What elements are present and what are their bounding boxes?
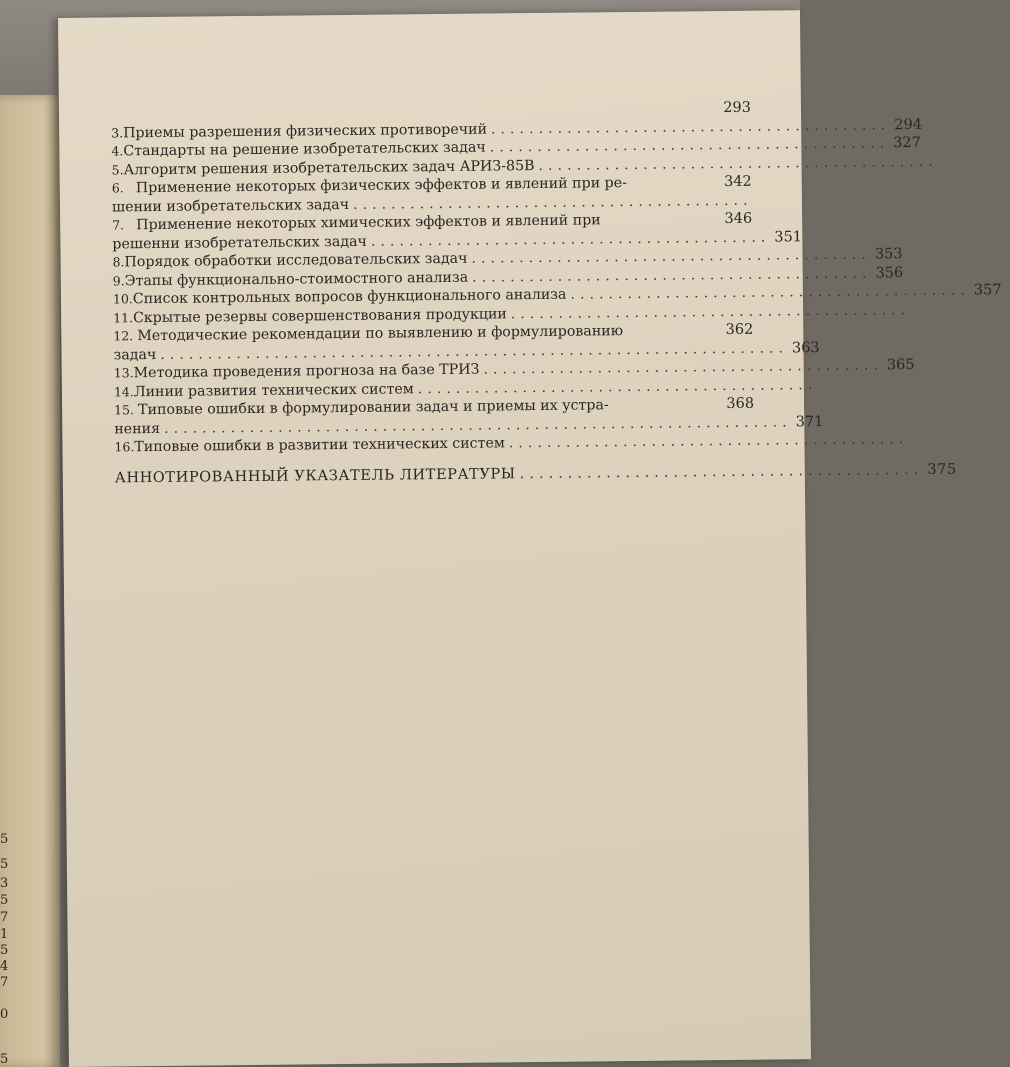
- left-margin-digits: [0, 95, 12, 1067]
- toc-dot-leader: ..........................................: [370, 229, 771, 250]
- toc-entry-number: 9.: [112, 272, 125, 288]
- toc-entry-number: 12.: [113, 328, 134, 344]
- margin-digit: 5: [0, 1052, 9, 1067]
- margin-digit: 1: [0, 927, 9, 942]
- toc-page-number: 375: [927, 461, 957, 478]
- toc-entry-number: 14.: [113, 383, 134, 399]
- toc-dot-leader: ..................................................................: [163, 413, 792, 437]
- left-page: [0, 95, 60, 1067]
- margin-digit: 7: [0, 910, 9, 925]
- toc-dot-leader: ..........................................: [538, 153, 938, 174]
- toc-entry-title: решенни изобретательских задач: [112, 233, 367, 252]
- toc-entry-title: Стандарты на решение изобретательских задач: [123, 139, 486, 160]
- margin-digit: 0: [0, 1007, 9, 1022]
- toc-page-number: 363: [791, 339, 820, 356]
- margin-digit: 7: [0, 975, 9, 990]
- toc-page-number: 294: [894, 116, 923, 133]
- toc-entry-title: Применение некоторых химических эффектов и явлений при: [136, 212, 601, 234]
- toc-page-number: 293: [723, 99, 752, 117]
- toc-page-number: 356: [875, 264, 904, 281]
- toc-entry-number: 8.: [112, 254, 125, 270]
- toc-entry-number: 6.: [111, 180, 124, 196]
- margin-digit: 5: [0, 832, 9, 847]
- margin-digit: 5: [0, 857, 9, 872]
- toc-page-number: 342: [723, 173, 752, 191]
- toc-entry-number: 7.: [112, 217, 125, 233]
- toc-entry-title: шении изобретательских задач: [111, 196, 350, 215]
- toc-page-number: 357: [973, 282, 1002, 299]
- toc-dot-leader: ..........................................: [489, 135, 890, 156]
- margin-digit: 3: [0, 876, 9, 891]
- toc-entry-number: 11.: [113, 309, 134, 325]
- toc-entry-title: Список контрольных вопросов функционального анализа: [132, 286, 567, 308]
- margin-digit: 5: [0, 943, 9, 958]
- toc-page-number: 351: [774, 228, 803, 246]
- toc-entry-title: Типовые ошибки в развитии технических систем: [134, 435, 505, 456]
- toc-entry-number: 13.: [113, 365, 134, 381]
- toc-dot-leader: ..........................................: [570, 282, 970, 303]
- toc-dot-leader: ..........................................: [508, 431, 909, 452]
- toc-entry-title: Линии развития технических систем: [133, 380, 414, 400]
- toc-section-title: АННОТИРОВАННЫЙ УКАЗАТЕЛЬ ЛИТЕРАТУРЫ: [114, 465, 516, 486]
- toc-dot-leader: ..........................................: [519, 461, 924, 482]
- toc-entry-title: Порядок обработки исследовательских задач: [124, 250, 468, 271]
- toc-page-number: 346: [724, 210, 753, 228]
- toc-page-number: 353: [874, 246, 903, 263]
- toc-dot-leader: ..........................................: [417, 376, 818, 397]
- toc-entry-title: Методика проведения прогноза на базе ТРИЗ: [133, 361, 480, 382]
- toc-entry-title: Скрытые резервы совершенствования продукции: [132, 305, 507, 326]
- margin-digit: 4: [0, 959, 9, 974]
- book-page: [58, 10, 1002, 1067]
- toc-entry-number: 15.: [114, 402, 135, 418]
- toc-page-number: 327: [893, 134, 921, 152]
- toc-entry-title: задач: [113, 346, 157, 363]
- toc-dot-leader: ..................................................................: [160, 339, 789, 363]
- toc-entry-number: 16.: [114, 439, 135, 455]
- toc-entry-title: Алгоритм решения изобретательских задач АРИЗ-85В: [123, 157, 535, 178]
- toc-dot-leader: ..........................................: [352, 192, 753, 213]
- toc-entry-number: 3.: [111, 124, 124, 140]
- toc-dot-leader: ..........................................: [472, 264, 872, 286]
- toc-page-number: 365: [886, 357, 915, 374]
- toc-dot-leader: ..........................................: [490, 116, 891, 137]
- toc-dot-leader: ..........................................: [471, 246, 871, 267]
- toc-entry-title: Методические рекомендации по выявлению и формулированию: [137, 323, 624, 345]
- toc-page-number: 371: [795, 413, 824, 430]
- toc-dot-leader: ..........................................: [483, 357, 883, 378]
- toc-entry-title: Приемы разрешения физических противоречий: [123, 121, 488, 141]
- toc-entry-number: 10.: [112, 291, 133, 307]
- toc-page-number: 362: [725, 321, 754, 339]
- table-of-contents: [111, 99, 1002, 488]
- toc-entry-number: 4.: [111, 143, 124, 159]
- toc-entry-title: Применение некоторых физических эффектов и явлений при ре-: [135, 175, 627, 197]
- toc-entry-title: нения: [114, 420, 161, 437]
- margin-digit: 5: [0, 893, 9, 908]
- toc-final-section: [114, 461, 957, 487]
- toc-dot-leader: ..........................................: [510, 301, 911, 322]
- toc-entry-title: Типовые ошибки в формулировании задач и приемы их устра-: [138, 397, 609, 419]
- toc-entry-number: 5.: [111, 161, 124, 177]
- toc-page-number: 368: [726, 395, 755, 413]
- toc-entry-title: Этапы функционально-стоимостного анализа: [124, 269, 469, 289]
